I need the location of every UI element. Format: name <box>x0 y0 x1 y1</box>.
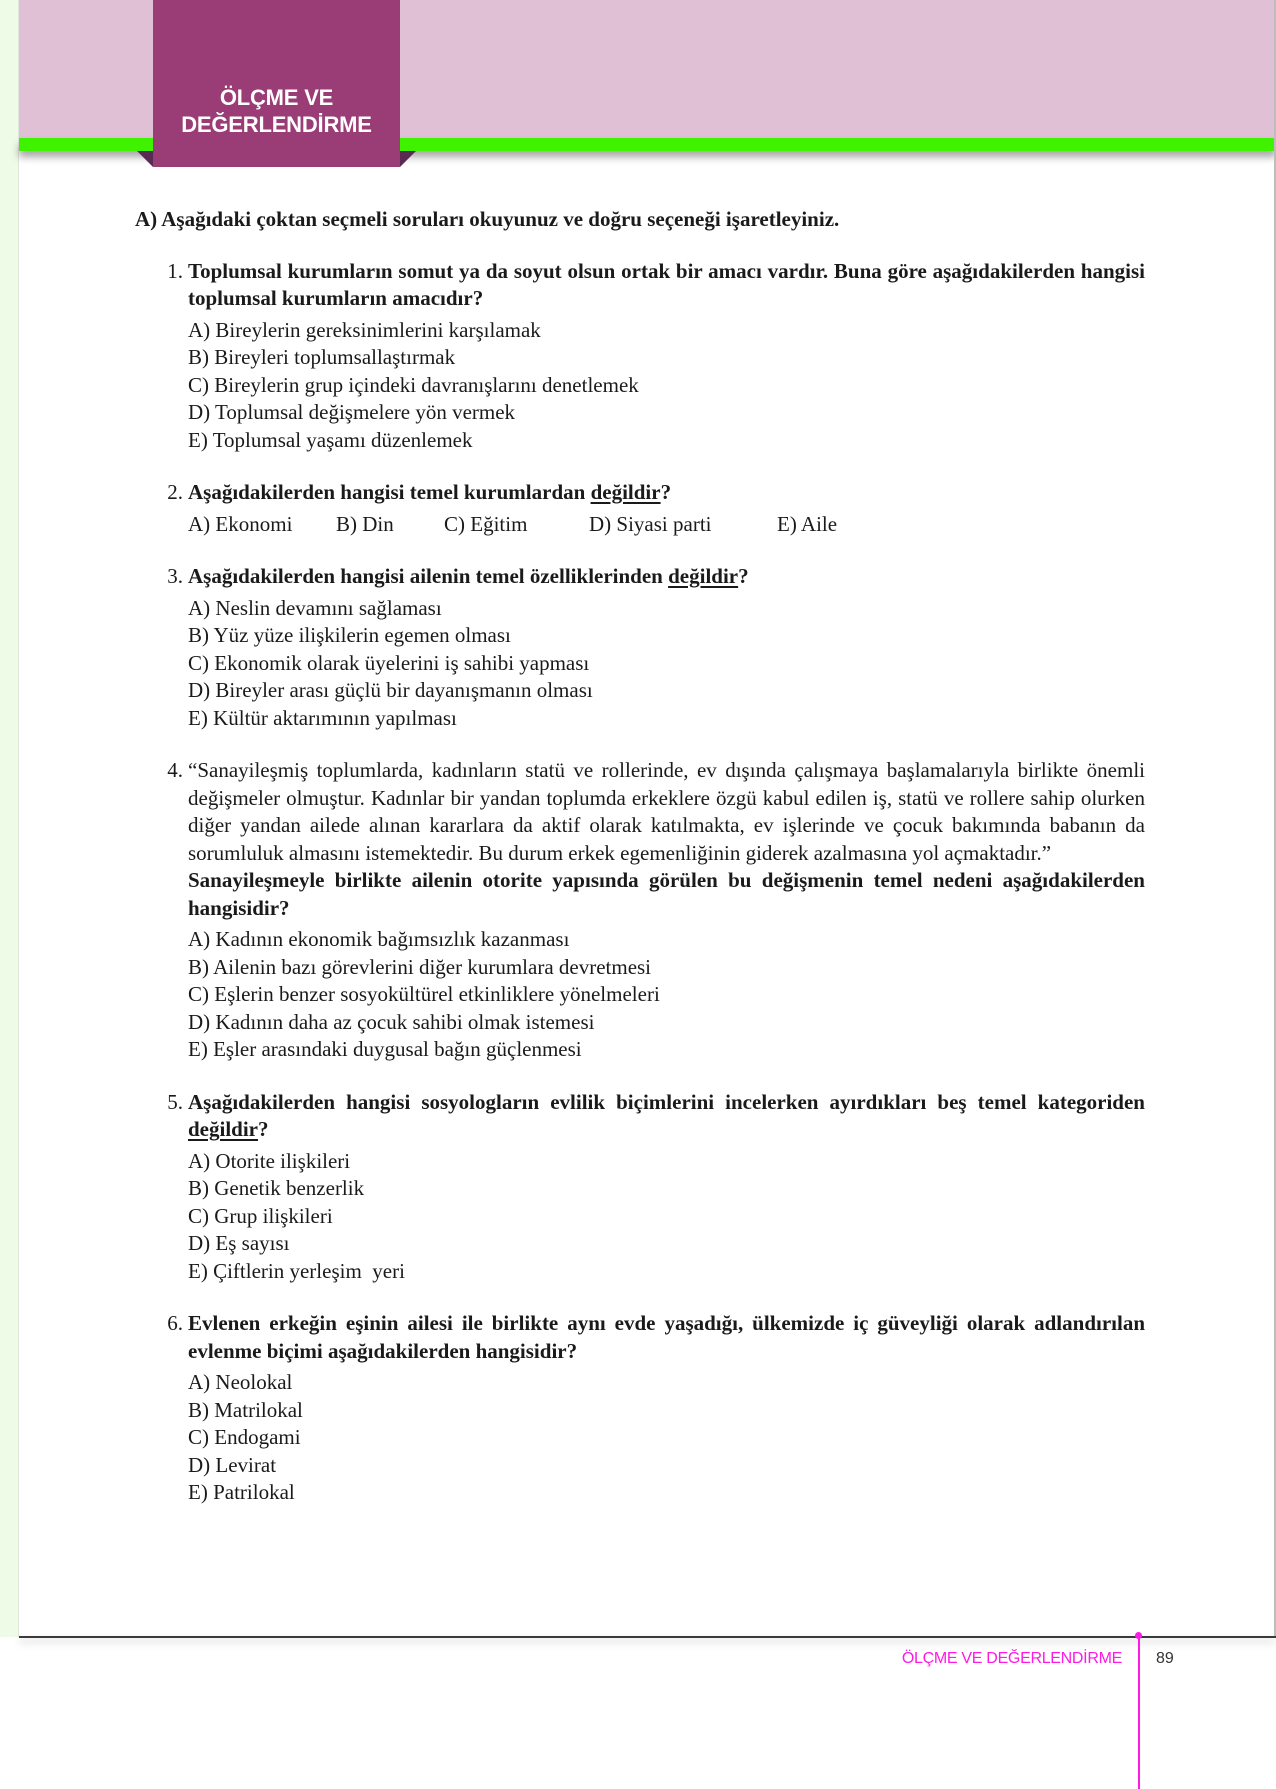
page-content <box>135 206 1145 1532</box>
question-number: 3. <box>167 564 183 588</box>
stem-emphasis: değildir <box>668 564 739 588</box>
option-a[interactable]: A) Neslin devamını sağlaması <box>188 595 442 620</box>
option-b[interactable]: B) Matrilokal <box>188 1397 303 1422</box>
option-c[interactable]: C) Eğitim <box>444 511 528 536</box>
section-tab-line-1: ÖLÇME VE <box>219 85 334 110</box>
option-c[interactable]: C) Bireylerin grup içindeki davranışlarını denetlemek <box>188 372 639 397</box>
option-d[interactable]: D) Siyasi parti <box>589 511 712 536</box>
option-d[interactable]: D) Levirat <box>188 1452 277 1477</box>
left-margin-strip <box>0 0 19 1637</box>
question-stem <box>188 1089 1145 1144</box>
option-b[interactable]: B) Yüz yüze ilişkilerin egemen olması <box>188 623 511 647</box>
options-list <box>188 317 1145 455</box>
option-a[interactable]: A) Bireylerin gereksinimlerini karşılamak <box>188 317 541 342</box>
option-d[interactable]: D) Eş sayısı <box>188 1231 290 1255</box>
option-d[interactable]: D) Toplumsal değişmelere yön vermek <box>188 400 516 424</box>
option-c[interactable]: C) Endogami <box>188 1425 301 1449</box>
question-stem: Toplumsal kurumların somut ya da soyut olsun ortak bir amacı vardır. Buna göre aşağıdakilerden hangisi toplumsal kurumların amacıdır? <box>188 258 1145 310</box>
option-a[interactable]: A) Neolokal <box>188 1370 293 1394</box>
option-d[interactable]: D) Bireyler arası güçlü bir dayanışmanın olması <box>188 678 593 702</box>
question-3 <box>135 563 1145 732</box>
question-5 <box>135 1089 1145 1286</box>
option-e[interactable]: E) Patrilokal <box>188 1480 295 1504</box>
stem-emphasis: değildir <box>590 480 661 504</box>
option-b[interactable]: B) Din <box>336 511 394 536</box>
question-number: 4. <box>167 758 183 782</box>
options-list <box>188 595 1145 733</box>
question-stem <box>188 563 1145 591</box>
options-list <box>188 1148 1145 1286</box>
stem-text: Aşağıdakilerden hangisi sosyologların evlilik biçimlerini incelerken ayırdıkları beş temel kategoriden <box>188 1089 1145 1114</box>
footer-section-title: ÖLÇME VE DEĞERLENDİRME <box>901 1650 1122 1667</box>
stem-text: Aşağıdakilerden hangisi temel kurumlardan <box>188 480 591 504</box>
footer-rule <box>19 1636 1276 1638</box>
question-2 <box>135 479 1145 538</box>
options-list <box>188 926 1145 1064</box>
section-instruction: A) Aşağıdaki çoktan seçmeli soruları okuyunuz ve doğru seçeneği işaretleyiniz. <box>135 207 840 231</box>
question-stem: Evlenen erkeğin eşinin ailesi ile birlikte aynı evde yaşadığı, ülkemizde iç güveyliği olarak adlandırılan evlenme biçimi aşağıdakilerden hangisidir? <box>188 1311 1145 1363</box>
option-e[interactable]: E) Kültür aktarımının yapılması <box>188 705 457 730</box>
page-number: 89 <box>1156 1650 1174 1667</box>
options-list <box>188 511 1145 539</box>
question-number: 5. <box>167 1089 183 1114</box>
question-stem: Sanayileşmeyle birlikte ailenin otorite yapısında görülen bu değişmenin temel nedeni aşağıdakilerden hangisidir? <box>188 868 1145 920</box>
option-b[interactable]: B) Genetik benzerlik <box>188 1176 365 1200</box>
section-tab <box>153 0 400 167</box>
tab-fold-left <box>137 151 153 167</box>
option-c[interactable]: C) Eşlerin benzer sosyokültürel etkinliklere yönelmeleri <box>188 982 660 1006</box>
question-1 <box>135 258 1145 455</box>
question-number: 6. <box>167 1311 183 1335</box>
option-d[interactable]: D) Kadının daha az çocuk sahibi olmak istemesi <box>188 1009 595 1034</box>
question-passage: “Sanayileşmiş toplumlarda, kadınların statü ve rollerinde, ev dışında çalışmaya başlamalarıyla birlikte önemli değişmeler olmuştur. Kadınlar bir yandan toplumda erkeklere özgü kabul edilen iş, statü ve rollere sahip olurken diğer yandan ailede alınan kararlara da aktif olarak katılmakta, ev işlerinde ve çocuk bakımında babanın da sorumluluk almasını istemektedir. Bu durum erkek egemenliğinin giderek azalmasına yol açmaktadır.” <box>188 758 1145 865</box>
footer-divider-line <box>1138 1636 1140 1789</box>
option-a[interactable]: A) Ekonomi <box>188 511 293 536</box>
question-number: 2. <box>167 480 183 504</box>
stem-end: ? <box>738 564 749 588</box>
option-b[interactable]: B) Ailenin bazı görevlerini diğer kurumlara devretmesi <box>188 954 652 979</box>
stem-end: ? <box>660 480 672 504</box>
option-c[interactable]: C) Ekonomik olarak üyelerini iş sahibi yapması <box>188 650 590 675</box>
question-stem <box>188 479 1145 507</box>
option-e[interactable]: E) Çiftlerin yerleşim yeri <box>188 1258 405 1283</box>
stem-emphasis: değildir <box>188 1117 259 1141</box>
option-e[interactable]: E) Aile <box>777 511 838 536</box>
question-4 <box>135 757 1145 1064</box>
option-c[interactable]: C) Grup ilişkileri <box>188 1203 333 1228</box>
option-e[interactable]: E) Eşler arasındaki duygusal bağın güçlenmesi <box>188 1037 582 1061</box>
stem-text: Aşağıdakilerden hangisi ailenin temel özelliklerinden <box>188 564 669 588</box>
option-b[interactable]: B) Bireyleri toplumsallaştırmak <box>188 345 456 369</box>
section-tab-line-2: DEĞERLENDİRME <box>181 112 372 137</box>
options-list <box>188 1369 1145 1507</box>
stem-end: ? <box>258 1117 269 1141</box>
question-6 <box>135 1310 1145 1507</box>
option-e[interactable]: E) Toplumsal yaşamı düzenlemek <box>188 427 473 452</box>
tab-fold-right <box>400 151 416 167</box>
footer-divider-dot <box>1135 1632 1142 1639</box>
option-a[interactable]: A) Otorite ilişkileri <box>188 1148 351 1173</box>
option-a[interactable]: A) Kadının ekonomik bağımsızlık kazanması <box>188 927 570 951</box>
question-number: 1. <box>167 258 183 283</box>
